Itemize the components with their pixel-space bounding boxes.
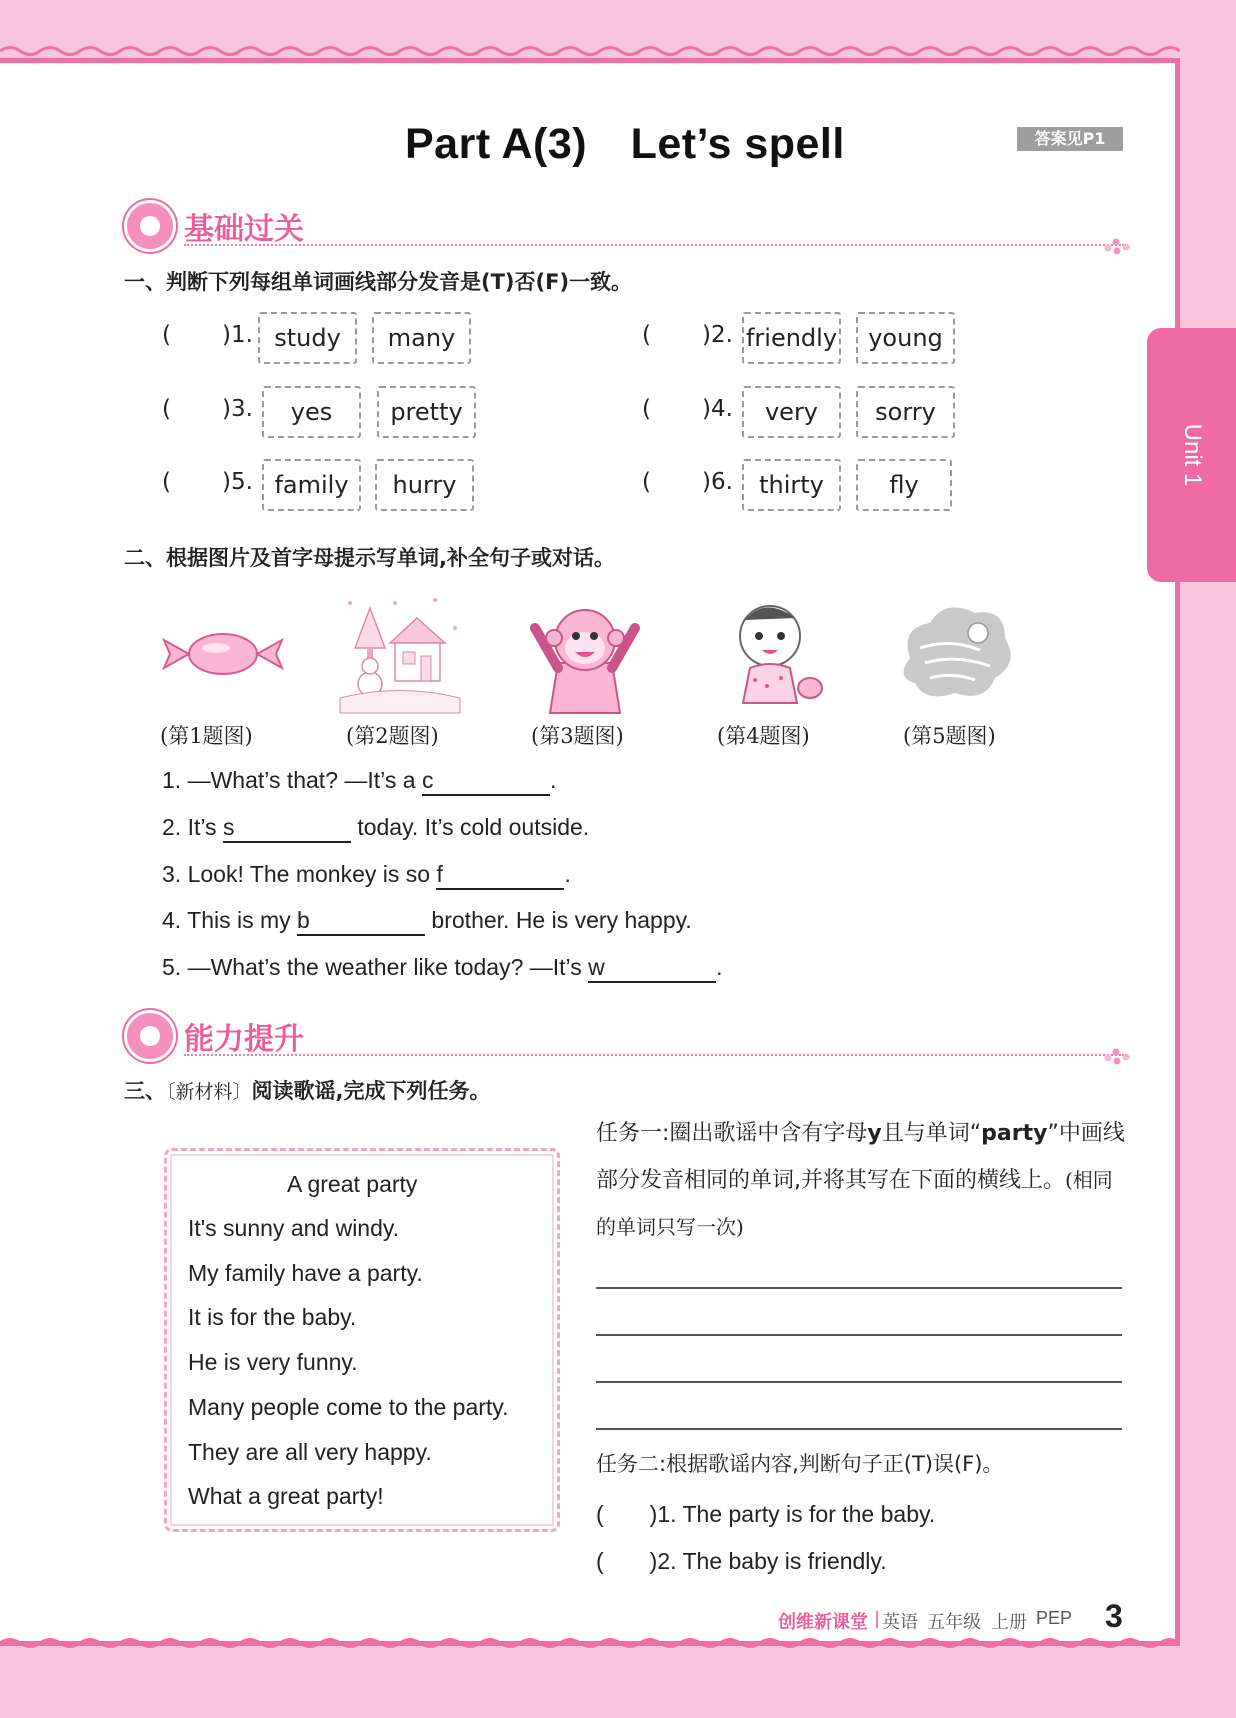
footer-brand: 创维新课堂 [778,1612,868,1633]
answer-blank[interactable] [223,814,351,843]
sentence-text: 5. —What’s the weather like today? —It’s [162,954,589,980]
dotted-divider [184,244,1124,246]
task-text: ”中画线部分发音相同的单词,并将其写在下面的横线上。 [596,1121,1125,1193]
word-box [375,459,474,511]
answer-reference-badge: 答案见P1 [1017,127,1123,151]
new-material-tag: 〔新材料〕 [166,1081,252,1103]
fill-sentence [162,861,571,890]
word: thirty [759,471,824,499]
answer-blank[interactable] [588,954,716,983]
word: friendly [745,324,838,352]
unit-tab-label: Unit 1 [1178,423,1206,487]
page-title: Part A(3) Let’s spell [405,120,845,168]
fill-sentence [162,767,556,796]
word: fly [889,471,919,499]
hint-letter: s [222,814,235,840]
sentence-text: . [716,954,723,980]
word-box [742,459,841,511]
hint-letter: f [436,861,443,887]
baby-icon [705,588,835,718]
task-text: 且与单词“ [881,1121,982,1146]
heading-text: 阅读歌谣,完成下列任务。 [251,1079,491,1103]
word-box [856,459,952,511]
answer-line[interactable] [596,1381,1122,1383]
poem-title: A great party [287,1171,418,1197]
sentence-text: today. It’s cold outside. [350,814,590,840]
poem-line: It is for the baby. [188,1304,357,1330]
poem-line: He is very funny. [188,1349,358,1375]
question-number: )4. [702,396,733,422]
section-basic-title: 基础过关 [184,212,304,247]
task-2-heading: 任务二:根据歌谣内容,判断句子正(T)误(F)。 [596,1452,1004,1476]
word: family [274,471,349,499]
sentence-text: . [564,861,571,887]
top-wave-border [0,44,1180,58]
sentence-text: brother. He is very happy. [425,907,692,933]
unit-tab [1147,328,1236,582]
snowy-house-icon [335,588,465,718]
word-box [262,459,361,511]
picture-caption: (第2题图) [346,724,439,748]
dotted-divider [184,1054,1124,1056]
question-2-heading: 二、根据图片及首字母提示写单词,补全句子或对话。 [124,546,615,570]
word-box [372,312,471,364]
question-number: )6. [702,469,733,495]
question-number: )5. [222,469,253,495]
section-basic-header [124,200,1124,256]
answer-bracket[interactable]: ( [642,396,651,422]
task-text: 任务一:圈出歌谣中含有字母 [596,1121,868,1146]
question-1-heading: 一、判断下列每组单词画线部分发音是(T)否(F)一致。 [124,270,633,294]
answer-bracket[interactable]: ( [162,322,171,348]
fill-sentence [162,814,589,843]
answer-bracket[interactable]: ( [162,396,171,422]
word: many [387,324,456,352]
answer-blank[interactable] [436,861,564,890]
word-box [856,386,955,438]
poem-card [164,1148,560,1532]
candy-icon [158,588,288,718]
word: study [274,324,341,352]
word: pretty [390,398,463,426]
fill-sentence [162,954,723,983]
word: sorry [875,398,936,426]
heading-prefix: 三、 [124,1079,166,1103]
task-note: (相同的单词只写一次) [596,1168,1113,1239]
word-box [742,386,841,438]
sentence-text: 3. Look! The monkey is so [162,861,437,887]
question-number: )2. [702,322,733,348]
word-box [377,386,476,438]
section-advanced-title: 能力提升 [184,1022,304,1057]
picture-caption: (第3题图) [531,724,624,748]
true-false-item[interactable]: ( )2. The baby is friendly. [596,1548,887,1574]
word: very [764,398,819,426]
poem-line: Many people come to the party. [188,1394,509,1420]
answer-bracket[interactable]: ( [162,469,171,495]
footer-grade: 五年级 [927,1612,981,1633]
word-box [856,312,955,364]
answer-blank[interactable] [422,767,550,796]
poem-line: It's sunny and windy. [188,1215,400,1241]
answer-line[interactable] [596,1287,1122,1289]
page-number: 3 [1105,1598,1123,1634]
poem-line: My family have a party. [188,1260,423,1286]
sentence-text: 1. —What’s that? —It’s a [162,767,422,793]
answer-blank[interactable] [297,907,425,936]
section-advanced-header [124,1010,1124,1066]
answer-line[interactable] [596,1428,1122,1430]
sentence-text: 4. This is my [162,907,298,933]
monkey-icon [520,588,650,718]
question-number: )3. [222,396,253,422]
poem-line: They are all very happy. [188,1439,432,1465]
footer-divider: | [874,1608,881,1629]
true-false-item[interactable]: ( )1. The party is for the baby. [596,1501,936,1527]
question-number: )1. [222,322,253,348]
word-box [258,312,357,364]
footer-subject: 英语 [882,1612,918,1633]
word: yes [290,398,333,426]
answer-line[interactable] [596,1334,1122,1336]
flower-dots-icon [1104,1044,1132,1066]
word: young [868,324,943,352]
sentence-text: . [549,767,557,793]
picture-caption: (第5题图) [903,724,996,748]
monkey-badge-icon [124,200,176,252]
fill-sentence [162,907,692,936]
bottom-wave-border [0,1636,1180,1650]
word-box [742,312,841,364]
task-1-instructions [596,1111,1126,1251]
poem-line: What a great party! [188,1483,384,1509]
task-letter: y [867,1121,882,1146]
monkey-badge-icon [124,1010,176,1062]
footer-term: 上册 [991,1612,1027,1633]
task-word: party [981,1121,1048,1146]
hint-letter: c [421,767,434,793]
question-3-heading [124,1075,491,1105]
picture-caption: (第1题图) [160,724,253,748]
flower-dots-icon [1104,234,1132,256]
hint-letter: b [297,907,310,933]
footer-edition: PEP [1036,1608,1073,1628]
hint-letter: w [588,954,605,980]
answer-bracket[interactable]: ( [642,469,651,495]
word-box [262,386,361,438]
picture-caption: (第4题图) [717,724,810,748]
word: hurry [392,471,457,499]
sentence-text: 2. It’s [162,814,223,840]
answer-bracket[interactable]: ( [642,322,651,348]
wind-icon [890,588,1020,718]
